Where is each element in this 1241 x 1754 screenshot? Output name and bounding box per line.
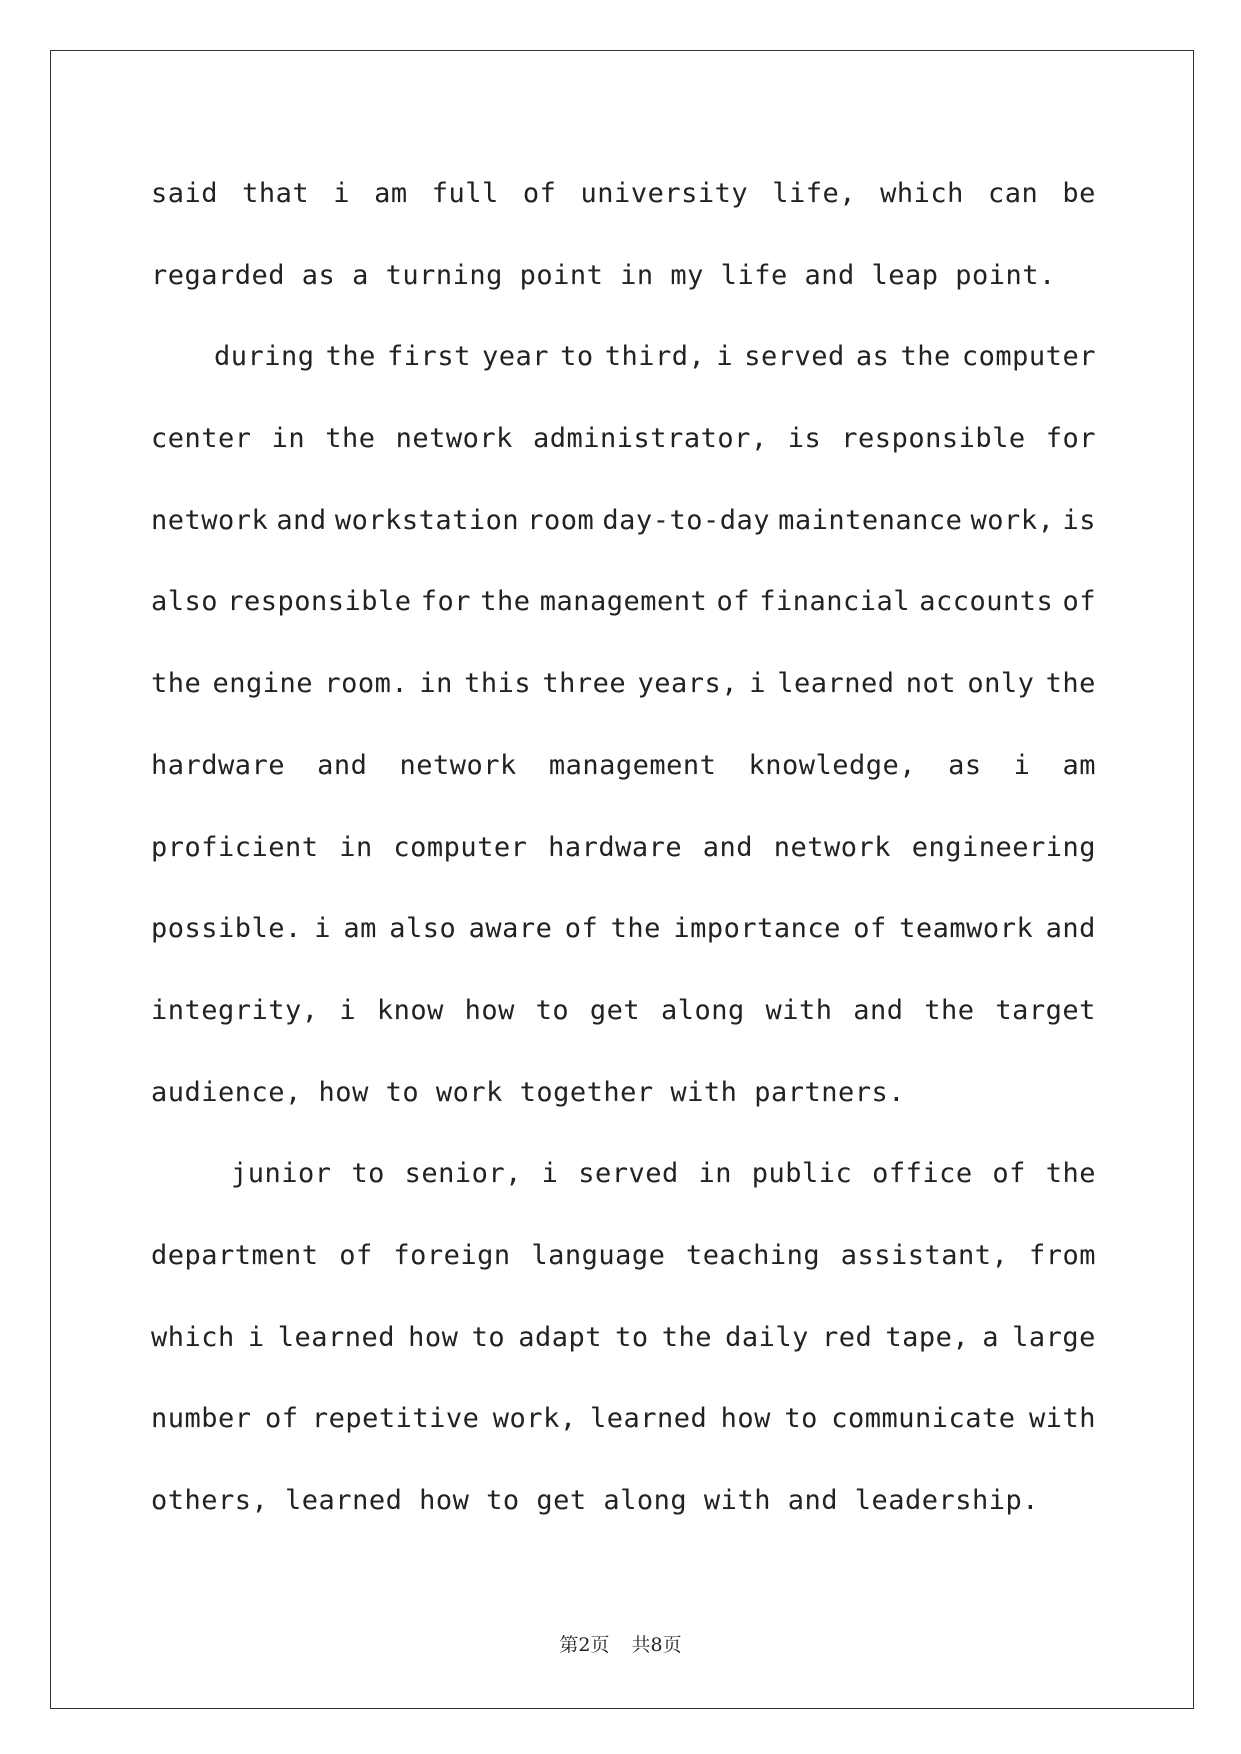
word: be — [1062, 178, 1096, 209]
word: to — [615, 1321, 649, 1353]
word: of — [264, 1403, 299, 1435]
word: the — [610, 913, 661, 945]
word: proficient — [151, 831, 319, 863]
word: with — [1028, 1403, 1096, 1435]
word: language — [531, 1239, 666, 1271]
text-line-15 — [151, 1297, 1096, 1379]
word: this — [464, 668, 532, 700]
word: and — [1045, 913, 1096, 945]
word: how — [464, 994, 515, 1026]
word: said — [151, 178, 219, 209]
word: only — [967, 668, 1035, 700]
document-body — [151, 153, 1096, 1542]
word: first — [387, 341, 471, 373]
text-line-2: regarded as a turning point in my life and leap point. — [151, 259, 1056, 291]
word: along — [660, 994, 745, 1026]
word: also — [151, 586, 219, 618]
text-line-6 — [151, 561, 1096, 643]
word: of — [1062, 586, 1096, 618]
word: to — [471, 1321, 506, 1353]
word: adapt — [518, 1321, 602, 1353]
word: how — [720, 1403, 771, 1435]
word: financial — [759, 586, 911, 618]
word: maintenance — [778, 504, 963, 536]
word: how — [408, 1321, 459, 1353]
word: communicate — [831, 1403, 1016, 1435]
word: daily — [725, 1321, 809, 1353]
word: knowledge, — [748, 749, 916, 781]
word: the — [325, 341, 376, 373]
word: public — [751, 1158, 853, 1190]
word: and — [853, 994, 904, 1026]
word: engine — [212, 668, 314, 700]
word: management — [548, 749, 717, 781]
word: and — [317, 749, 368, 781]
text-line-7 — [151, 643, 1096, 725]
word: the — [924, 994, 975, 1026]
word: of — [992, 1158, 1026, 1190]
word: number — [151, 1403, 252, 1435]
word: in — [339, 831, 373, 863]
word: network — [151, 504, 269, 536]
word: life, — [772, 178, 856, 209]
word: a — [982, 1321, 1000, 1353]
word: the — [325, 423, 376, 455]
word: foreign — [393, 1239, 511, 1271]
word: network — [395, 423, 513, 455]
word: red — [821, 1321, 873, 1353]
word: in — [271, 423, 306, 455]
word: work, — [492, 1403, 577, 1435]
word: i — [541, 1158, 559, 1190]
word: in — [419, 668, 453, 700]
word: not — [905, 668, 957, 700]
word: office — [872, 1158, 973, 1190]
word: i — [749, 668, 766, 700]
word: of — [522, 178, 557, 209]
word: is — [1062, 504, 1096, 536]
page-number: 第2页 — [559, 1634, 610, 1656]
word: tape, — [885, 1321, 970, 1353]
word: the — [900, 341, 951, 373]
word: responsible — [841, 423, 1026, 455]
word: computer — [393, 831, 528, 863]
word: day-to-day — [602, 504, 770, 536]
word: accounts — [919, 586, 1054, 618]
word: i — [1013, 749, 1031, 781]
word: of — [853, 913, 887, 945]
word: teamwork — [899, 913, 1034, 945]
word: work, — [970, 504, 1055, 536]
word: room — [527, 504, 595, 536]
word: third, — [604, 341, 706, 373]
word: for — [420, 586, 472, 618]
word: room. — [324, 668, 409, 700]
word: i — [333, 178, 351, 209]
word: i — [339, 994, 357, 1026]
word: learned — [777, 668, 895, 700]
word: the — [1045, 668, 1096, 700]
word: served — [744, 341, 845, 373]
word: in — [698, 1158, 733, 1190]
word: management — [539, 586, 708, 618]
word: to — [784, 1403, 818, 1435]
word: year — [481, 341, 549, 373]
word: target — [995, 994, 1096, 1026]
word: also — [389, 913, 457, 945]
word: assistant, — [840, 1239, 1009, 1271]
text-line-11 — [151, 970, 1096, 1052]
word: center — [151, 423, 252, 455]
word: department — [151, 1239, 319, 1271]
word: university — [580, 178, 749, 209]
word: am — [343, 913, 377, 945]
word: and — [276, 504, 327, 536]
text-line-9 — [151, 807, 1096, 889]
word: teaching — [686, 1239, 821, 1271]
text-line-16 — [151, 1378, 1096, 1460]
word: responsible — [227, 586, 412, 618]
word: i — [247, 1321, 265, 1353]
text-line-1 — [151, 153, 1096, 235]
text-line-3 — [151, 316, 1096, 398]
word: aware — [468, 913, 553, 945]
word: administrator, — [533, 423, 768, 455]
word: importance — [673, 913, 841, 945]
word: engineering — [911, 831, 1096, 863]
word: during — [214, 341, 315, 373]
word: to — [560, 341, 594, 373]
word: repetitive — [311, 1403, 480, 1435]
word: am — [374, 178, 408, 209]
word: from — [1028, 1239, 1096, 1271]
text-line-4 — [151, 398, 1096, 480]
word: learned — [589, 1403, 708, 1435]
text-line-10 — [151, 888, 1096, 970]
word: of — [716, 586, 750, 618]
word: learned — [277, 1321, 396, 1353]
text-line-5 — [151, 480, 1096, 562]
word: senior, — [404, 1158, 522, 1190]
word: the — [151, 668, 202, 700]
word: to — [535, 994, 570, 1026]
word: possible. — [151, 913, 302, 945]
word: and — [702, 831, 754, 863]
word: of — [339, 1239, 373, 1271]
text-line-14 — [151, 1215, 1096, 1297]
word: i — [716, 341, 734, 373]
word: three — [542, 668, 627, 700]
word: with — [765, 994, 833, 1026]
word: can — [988, 178, 1039, 209]
text-line-12: audience, how to work together with partners. — [151, 1076, 905, 1108]
word: am — [1062, 749, 1096, 781]
word: which — [880, 178, 964, 209]
text-line-8 — [151, 725, 1096, 807]
word: know — [376, 994, 444, 1026]
word: is — [787, 423, 822, 455]
word: large — [1012, 1321, 1096, 1353]
word: workstation — [334, 504, 520, 536]
word: of — [564, 913, 599, 945]
word: integrity, — [151, 994, 319, 1026]
word: to — [351, 1158, 385, 1190]
word: as — [855, 341, 890, 373]
word: which — [151, 1321, 235, 1353]
word: that — [242, 178, 310, 209]
word: network — [773, 831, 892, 863]
word: as — [948, 749, 982, 781]
word: years, — [637, 668, 738, 700]
word: for — [1045, 423, 1096, 455]
word: junior — [231, 1158, 332, 1190]
word: get — [589, 994, 641, 1026]
word: computer — [961, 341, 1096, 373]
word: the — [661, 1321, 712, 1353]
text-line-13 — [151, 1133, 1096, 1215]
word: the — [1045, 1158, 1096, 1190]
word: hardware — [548, 831, 683, 863]
word: served — [578, 1158, 679, 1190]
page-footer — [0, 1630, 1241, 1657]
word: i — [314, 913, 331, 945]
word: the — [480, 586, 531, 618]
word: network — [399, 749, 517, 781]
page-total: 共8页 — [631, 1634, 682, 1656]
word: full — [431, 178, 499, 209]
text-line-17: others, learned how to get along with and leadership. — [151, 1485, 1040, 1516]
word: hardware — [151, 749, 286, 781]
